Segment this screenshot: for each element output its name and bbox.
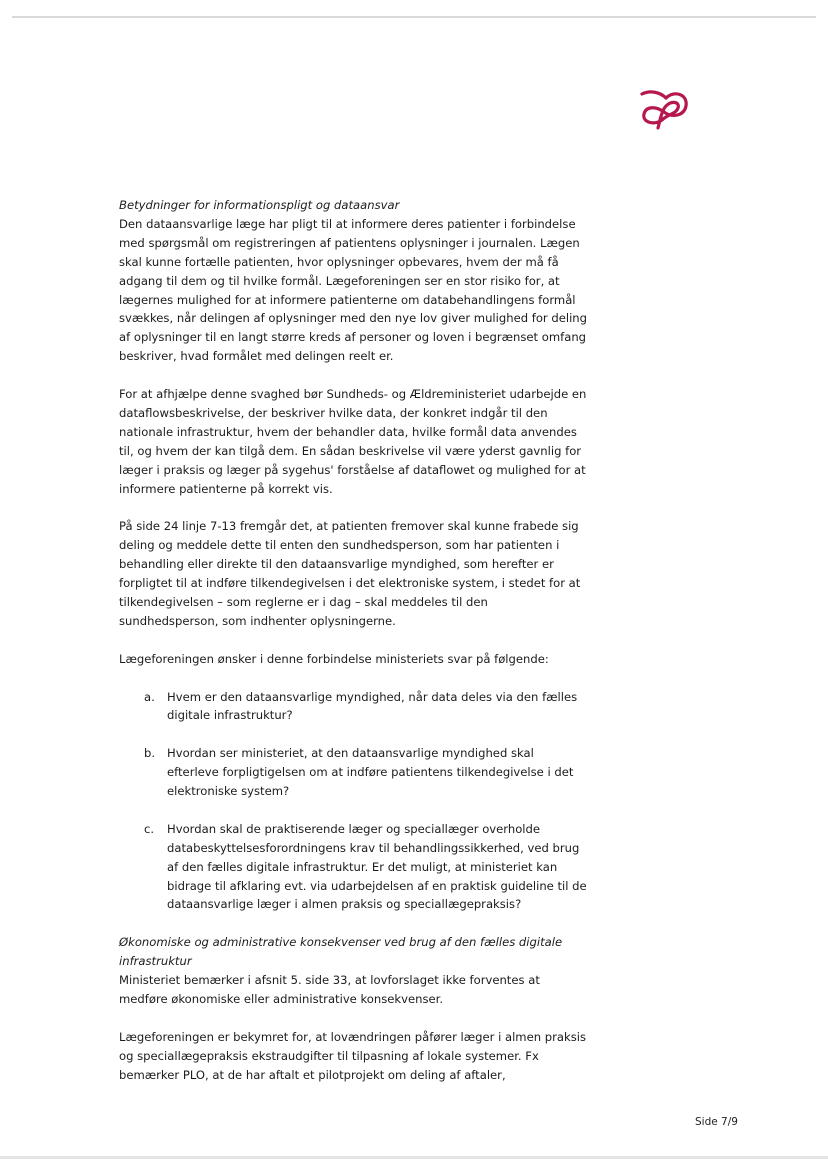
question-list — [119, 688, 589, 915]
list-item — [119, 820, 589, 915]
page-number: Side 7/9 — [695, 1116, 738, 1128]
paragraph: Ministeriet bemærker i afsnit 5. side 33, at lovforslaget ikke forventes at medføre økonomiske eller administrative konsekvenser. — [119, 973, 540, 1006]
list-item-text: Hvem er den dataansvarlige myndighed, når data deles via den fælles digitale infrastruktur? — [167, 689, 578, 723]
list-item-text: Hvordan ser ministeriet, at den dataansvarlige myndighed skal efterleve forpligtigelsen om at indføre patientens tilkendegivelse i det elektroniske system? — [167, 746, 574, 799]
section-heading-information-duty: Betydninger for informationspligt og dataansvar — [119, 198, 400, 212]
list-item — [119, 688, 589, 726]
section-heading-consequences: Økonomiske og administrative konsekvenser ved brug af den fælles digitale infrastruktur — [119, 935, 563, 969]
paragraph: Lægeforeningen ønsker i denne forbindelse ministeriets svar på følgende: — [119, 651, 549, 666]
list-marker: a. — [144, 689, 155, 704]
aesculapian-snake-logo-icon — [636, 84, 692, 132]
top-rule — [12, 16, 816, 18]
list-marker: b. — [144, 746, 156, 761]
bottom-rule — [0, 1156, 828, 1159]
list-marker: c. — [144, 821, 155, 836]
list-item — [119, 744, 589, 801]
letter-body — [119, 196, 589, 1103]
paragraph: Den dataansvarlige læge har pligt til at informere deres patienter i forbindelse med spørgsmål om registreringen af patientens oplysninger i journalen. Lægen skal kunne fortælle patienten, hvor oplysninger opbevares, hvem der må få adgang til dem og til hvilke formål. Lægeforeningen ser en stor risiko for, at lægernes mulighed for at informere patienterne om databehandlingens formål svækkes, når delingen af oplysninger med den nye lov giver mulighed for deling af oplysninger til en langt større kreds af personer og loven i begrænset omfang beskriver, hvad formålet med delingen reelt er. — [119, 216, 588, 364]
list-item-text: Hvordan skal de praktiserende læger og speciallæger overholde databeskyttelsesforordningens krav til behandlingssikkerhed, ved brug af den fælles digitale infrastruktur. Er det muligt, at ministeriet kan bidrage til afklaring evt. via udarbejdelsen af en praktisk guideline til de dataansvarlige læger i almen praksis og speciallægepraksis? — [167, 821, 587, 912]
paragraph: Lægeforeningen er bekymret for, at lovændringen påfører læger i almen praksis og speciallægepraksis ekstraudgifter til tilpasning af lokale systemer. Fx bemærker PLO, at de har aftalt et pilotprojekt om deling af aftaler, — [119, 1029, 587, 1082]
paragraph: For at afhjælpe denne svaghed bør Sundheds- og Ældreministeriet udarbejde en dataflowsbeskrivelse, der beskriver hvilke data, der konkret indgår til den nationale infrastruktur, hvem der behandler data, hvilke formål data anvendes til, og hvem der kan tilgå dem. En sådan beskrivelse vil være yderst gavnlig for læger i praksis og læger på sygehus' forståelse af dataflowet og mulighed for at informere patienterne på korrekt vis. — [119, 387, 587, 496]
paragraph: På side 24 linje 7-13 fremgår det, at patienten fremover skal kunne frabede sig deling og meddele dette til enten den sundhedsperson, som har patienten i behandling eller direkte til den dataansvarlige myndighed, som herefter er forpligtet til at indføre tilkendegivelsen i det elektroniske system, i stedet for at tilkendegivelsen – som reglerne er i dag – skal meddeles til den sundhedsperson, som indhenter oplysningerne. — [119, 519, 581, 628]
